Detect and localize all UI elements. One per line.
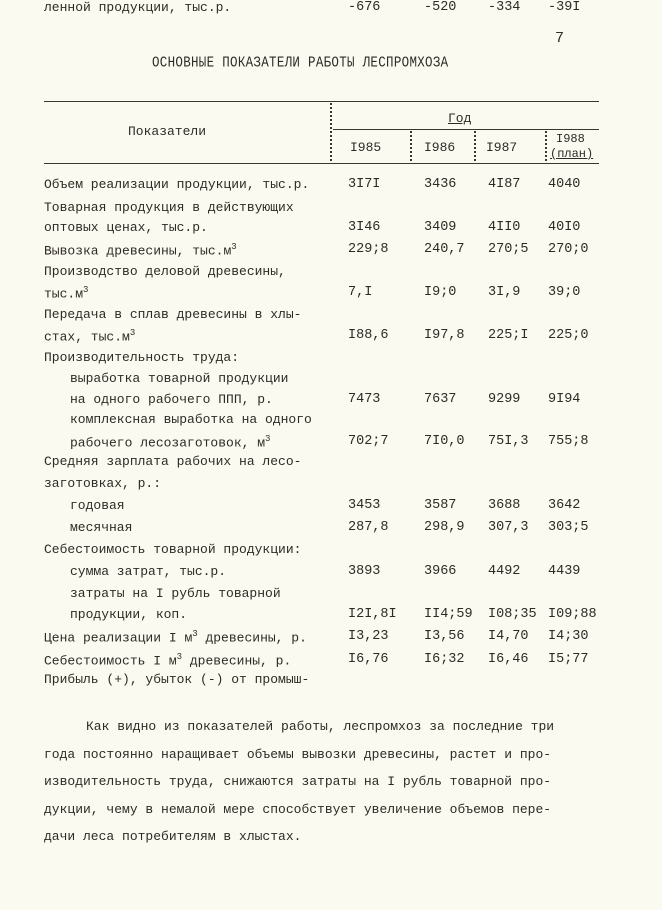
cell-value: 4492	[488, 564, 521, 579]
cell-value: 4040	[548, 177, 581, 192]
row-label: годовая	[70, 498, 125, 513]
cell-value: 3I7I	[348, 177, 381, 192]
row-label: Цена реализации I $м^3$ древесины, р.	[44, 629, 307, 646]
cell-value: 303;5	[548, 520, 589, 535]
cell-value: I4,70	[488, 629, 529, 644]
row-label: Себестоимость товарной продукции:	[44, 542, 302, 557]
cell-value: I88,6	[348, 328, 389, 343]
cell-value: 225;I	[488, 328, 529, 343]
cell-value: 307,3	[488, 520, 529, 535]
cell-value: -676	[348, 0, 381, 15]
row-label: заготовках, р.:	[44, 476, 162, 491]
row-label: месячная	[70, 520, 133, 535]
cell-value: 298,9	[424, 520, 465, 535]
cell-value: I4;30	[548, 629, 589, 644]
row-label: Товарная продукция в действующих	[44, 200, 294, 215]
header-year-1988: I988	[556, 132, 585, 146]
row-label: Объем реализации продукции, тыс.р.	[44, 177, 310, 192]
row-label: оптовых ценах, тыс.р.	[44, 220, 208, 235]
cell-value: -520	[424, 0, 457, 15]
header-year-1987: I987	[486, 140, 518, 155]
page-title: ОСНОВНЫЕ ПОКАЗАТЕЛИ РАБОТЫ ЛЕСПРОМХОЗА	[152, 54, 449, 72]
cell-value: 3436	[424, 177, 457, 192]
cell-value: 229;8	[348, 242, 389, 257]
cell-value: 4II0	[488, 220, 521, 235]
cell-value: -39I	[548, 0, 581, 15]
row-label: Прибыль (+), убыток (-) от промыш-	[44, 672, 310, 687]
cell-value: 9I94	[548, 392, 581, 407]
row-label: ленной продукции, тыс.р.	[44, 0, 232, 15]
row-label: $тыс.м^3$	[44, 285, 89, 302]
cell-value: 3I,9	[488, 285, 521, 300]
row-label: Производство деловой древесины,	[44, 264, 286, 279]
paragraph-line: изводительность труда, снижаются затраты на I рубль товарной про-	[44, 774, 552, 790]
row-label: Передача в сплав древесины в хлы-	[44, 307, 302, 322]
column-divider	[474, 131, 476, 161]
cell-value: 4I87	[488, 177, 521, 192]
cell-value: II4;59	[424, 607, 473, 622]
cell-value: I6,46	[488, 652, 529, 667]
row-label: продукции, коп.	[70, 607, 188, 622]
summary-paragraph	[44, 713, 604, 851]
row-label: Себестоимость I $м^3$ древесины, р.	[44, 652, 292, 669]
column-divider	[330, 103, 332, 161]
cell-value: 702;7	[348, 434, 389, 449]
cell-value: I6;32	[424, 652, 465, 667]
cell-value: I2I,8I	[348, 607, 397, 622]
row-label: выработка товарной продукции	[70, 371, 289, 386]
row-label: Производительность труда:	[44, 350, 240, 365]
cell-value: I97,8	[424, 328, 465, 343]
year-rule	[333, 129, 599, 130]
paragraph-line: дачи леса потребителям в хлыстах.	[44, 829, 302, 845]
cell-value: 3893	[348, 564, 381, 579]
cell-value: 270;0	[548, 242, 589, 257]
header-bottom-rule	[44, 163, 599, 164]
cell-value: 3642	[548, 498, 581, 513]
row-label: рабочего лесозаготовок, $м^3$	[70, 434, 271, 451]
cell-value: 3587	[424, 498, 457, 513]
table-top-rule	[44, 101, 599, 102]
cell-value: 287,8	[348, 520, 389, 535]
header-year: Год	[448, 111, 472, 126]
cell-value: 39;0	[548, 285, 581, 300]
header-year-1985: I985	[350, 140, 382, 155]
cell-value: 3688	[488, 498, 521, 513]
cell-value: I3,56	[424, 629, 465, 644]
paragraph-line: Как видно из показателей работы, леспромхоз за последние три	[86, 719, 555, 734]
cell-value: 7I0,0	[424, 434, 465, 449]
cell-value: 3I46	[348, 220, 381, 235]
page-number: 7	[555, 30, 565, 47]
row-label: на одного рабочего ППП, р.	[70, 392, 273, 407]
cell-value: 40I0	[548, 220, 581, 235]
cell-value: 3409	[424, 220, 457, 235]
row-label: стах, $тыс.м^3$	[44, 328, 136, 345]
column-divider	[545, 131, 547, 161]
cell-value: I6,76	[348, 652, 389, 667]
row-label: Средняя зарплата рабочих на лесо-	[44, 454, 302, 469]
cell-value: I08;35	[488, 607, 537, 622]
cell-value: I3,23	[348, 629, 389, 644]
cell-value: I5;77	[548, 652, 589, 667]
paragraph-line: года постоянно наращивает объемы вывозки древесины, растет и про-	[44, 746, 552, 762]
cell-value: 3453	[348, 498, 381, 513]
header-plan-note: (план)	[550, 147, 594, 161]
cell-value: I9;0	[424, 285, 457, 300]
cell-value: I09;88	[548, 607, 597, 622]
row-label: затраты на I рубль товарной	[70, 586, 281, 601]
row-label: Вывозка древесины, $тыс.м^3$	[44, 242, 237, 259]
cell-value: 7637	[424, 392, 457, 407]
paragraph-line: дукции, чему в немалой мере способствует увеличение объемов пере-	[44, 801, 552, 817]
cell-value: 75I,3	[488, 434, 529, 449]
cell-value: 240,7	[424, 242, 465, 257]
cell-value: 9299	[488, 392, 521, 407]
column-divider	[410, 131, 412, 161]
cell-value: 7,I	[348, 285, 373, 300]
cell-value: 3966	[424, 564, 457, 579]
header-indicators: Показатели	[128, 124, 207, 139]
cell-value: 7473	[348, 392, 381, 407]
cell-value: 270;5	[488, 242, 529, 257]
header-year-1986: I986	[424, 140, 456, 155]
cell-value: 755;8	[548, 434, 589, 449]
row-label: сумма затрат, тыс.р.	[70, 564, 227, 579]
cell-value: 4439	[548, 564, 581, 579]
cell-value: -334	[488, 0, 521, 15]
row-label: комплексная выработка на одного	[70, 412, 312, 427]
cell-value: 225;0	[548, 328, 589, 343]
